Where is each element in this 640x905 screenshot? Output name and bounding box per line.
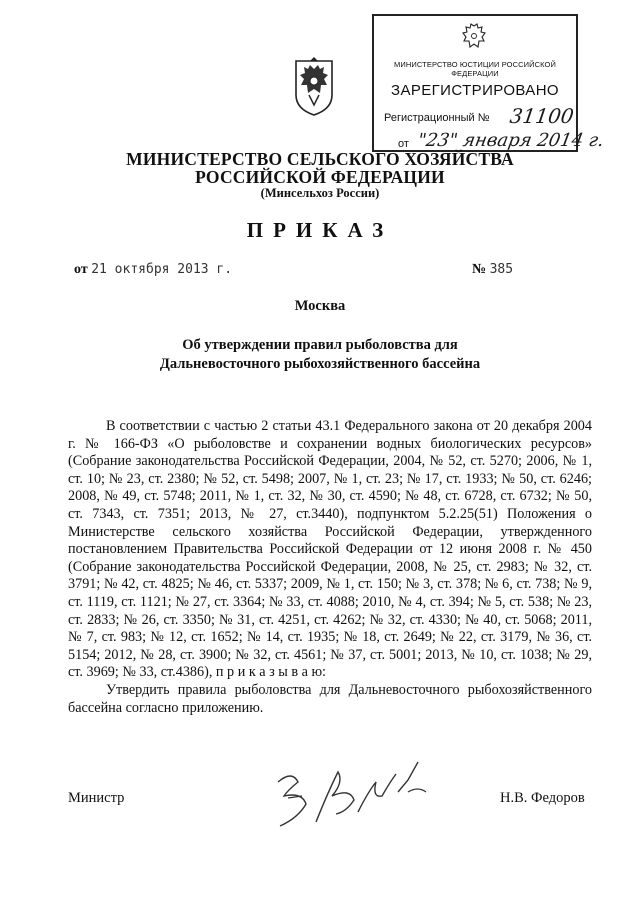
ministry-name-line2: РОССИЙСКОЙ ФЕДЕРАЦИИ <box>195 167 445 187</box>
city: Москва <box>294 298 346 314</box>
order-number-value: 385 <box>489 262 514 277</box>
stamp-date-label: от <box>398 138 409 150</box>
registration-stamp <box>372 14 606 152</box>
stamp-regno-value: 31100 <box>508 104 576 128</box>
ministry-name-line1: МИНИСТЕРСТВО СЕЛЬСКОГО ХОЗЯЙСТВА <box>126 149 514 169</box>
order-subject-line1: Об утверждении правил рыболовства для <box>182 337 458 353</box>
order-subject-line2: Дальневосточного рыбохозяйственного бассейна <box>159 356 481 372</box>
stamp-emblem-icon <box>460 22 488 52</box>
stamp-ministry-name: МИНИСТЕРСТВО ЮСТИЦИИ РОССИЙСКОЙ ФЕДЕРАЦИИ <box>394 60 556 78</box>
body-paragraph: В соответствии с частью 2 статьи 43.1 Федерального закона от 20 декабря 2004 г. № 166-ФЗ «О рыболовстве и сохранении водных биологических ресурсов» (Собрание законодательства Российской Федерации, 2004, № 52, ст. 5270; 2006, № 1, ст. 10; № 23, ст. 2380; № 52, ст. 5498; 2007, № 1, ст. 23; № 17, ст. 1933; № 50, ст. 6246; 2008, № 49, ст. 5748; 2011, № 1, ст. 32, № 30, ст. 4590; № 48, ст. 6728, ст. 6732; № 50, ст. 7343, ст. 7351; 2013, № 27, ст.3440), подпунктом 5.2.25(51) Положения о Министерстве сельского хозяйства Российской Федерации, утвержденного постановлением Правительства Российской Федерации от 12 июня 2008 г. № 450 (Собрание законодательства Российской Федерации, 2008, № 25, ст. 2983; № 32, ст. 3791; № 42, ст. 4825; № 46, ст. 5337; 2009, № 1, ст. 150; № 3, ст. 378; № 6, ст. 738; № 9, ст. 1119, ст. 1121; № 27, ст. 3364; № 33, ст. 4088; 2010, № 4, ст. 394; № 5, ст. 538; № 23, ст. 2833; № 26, ст. 3350; № 31, ст. 4251, ст. 4262; № 32, ст. 4330; № 40, ст. 5068; 2011, № 7, ст. 983; № 12, ст. 1652; № 14, ст. 1935; № 18, ст. 2649; № 22, ст. 3179, № 36, ст. 5154; 2012, № 28, ст. 3900; № 32, ст. 4561; № 37, ст. 5001; 2013, № 10, ст. 1038; № 29, ст. 3969; № 33, ст.4386), п р и к а з ы в а ю: <box>68 418 592 681</box>
ministry-short-name: (Минсельхоз России) <box>260 186 380 200</box>
signatory-name: Н.В. Федоров <box>500 790 585 806</box>
document-title: ПРИКАЗ <box>246 218 394 242</box>
stamp-regno-label: Регистрационный № <box>384 112 490 124</box>
handwritten-signature <box>258 752 448 832</box>
ministry-name <box>90 150 550 186</box>
order-date-value: 21 октября 2013 г. <box>91 262 233 277</box>
signatory-role: Министр <box>68 790 125 806</box>
stamp-registered-label: ЗАРЕГИСТРИРОВАНО <box>390 82 560 99</box>
order-date <box>74 262 232 278</box>
order-number <box>472 262 513 278</box>
order-date-prefix: от <box>74 262 88 277</box>
order-body <box>68 418 592 717</box>
order-subject <box>90 336 550 374</box>
coat-of-arms-emblem <box>290 55 338 117</box>
stamp-date-value: "23" января 2014 г. <box>416 130 606 151</box>
order-number-prefix: № <box>472 262 487 277</box>
body-paragraph: Утвердить правила рыболовства для Дальневосточного рыбохозяйственного бассейна согласно приложению. <box>68 681 592 716</box>
